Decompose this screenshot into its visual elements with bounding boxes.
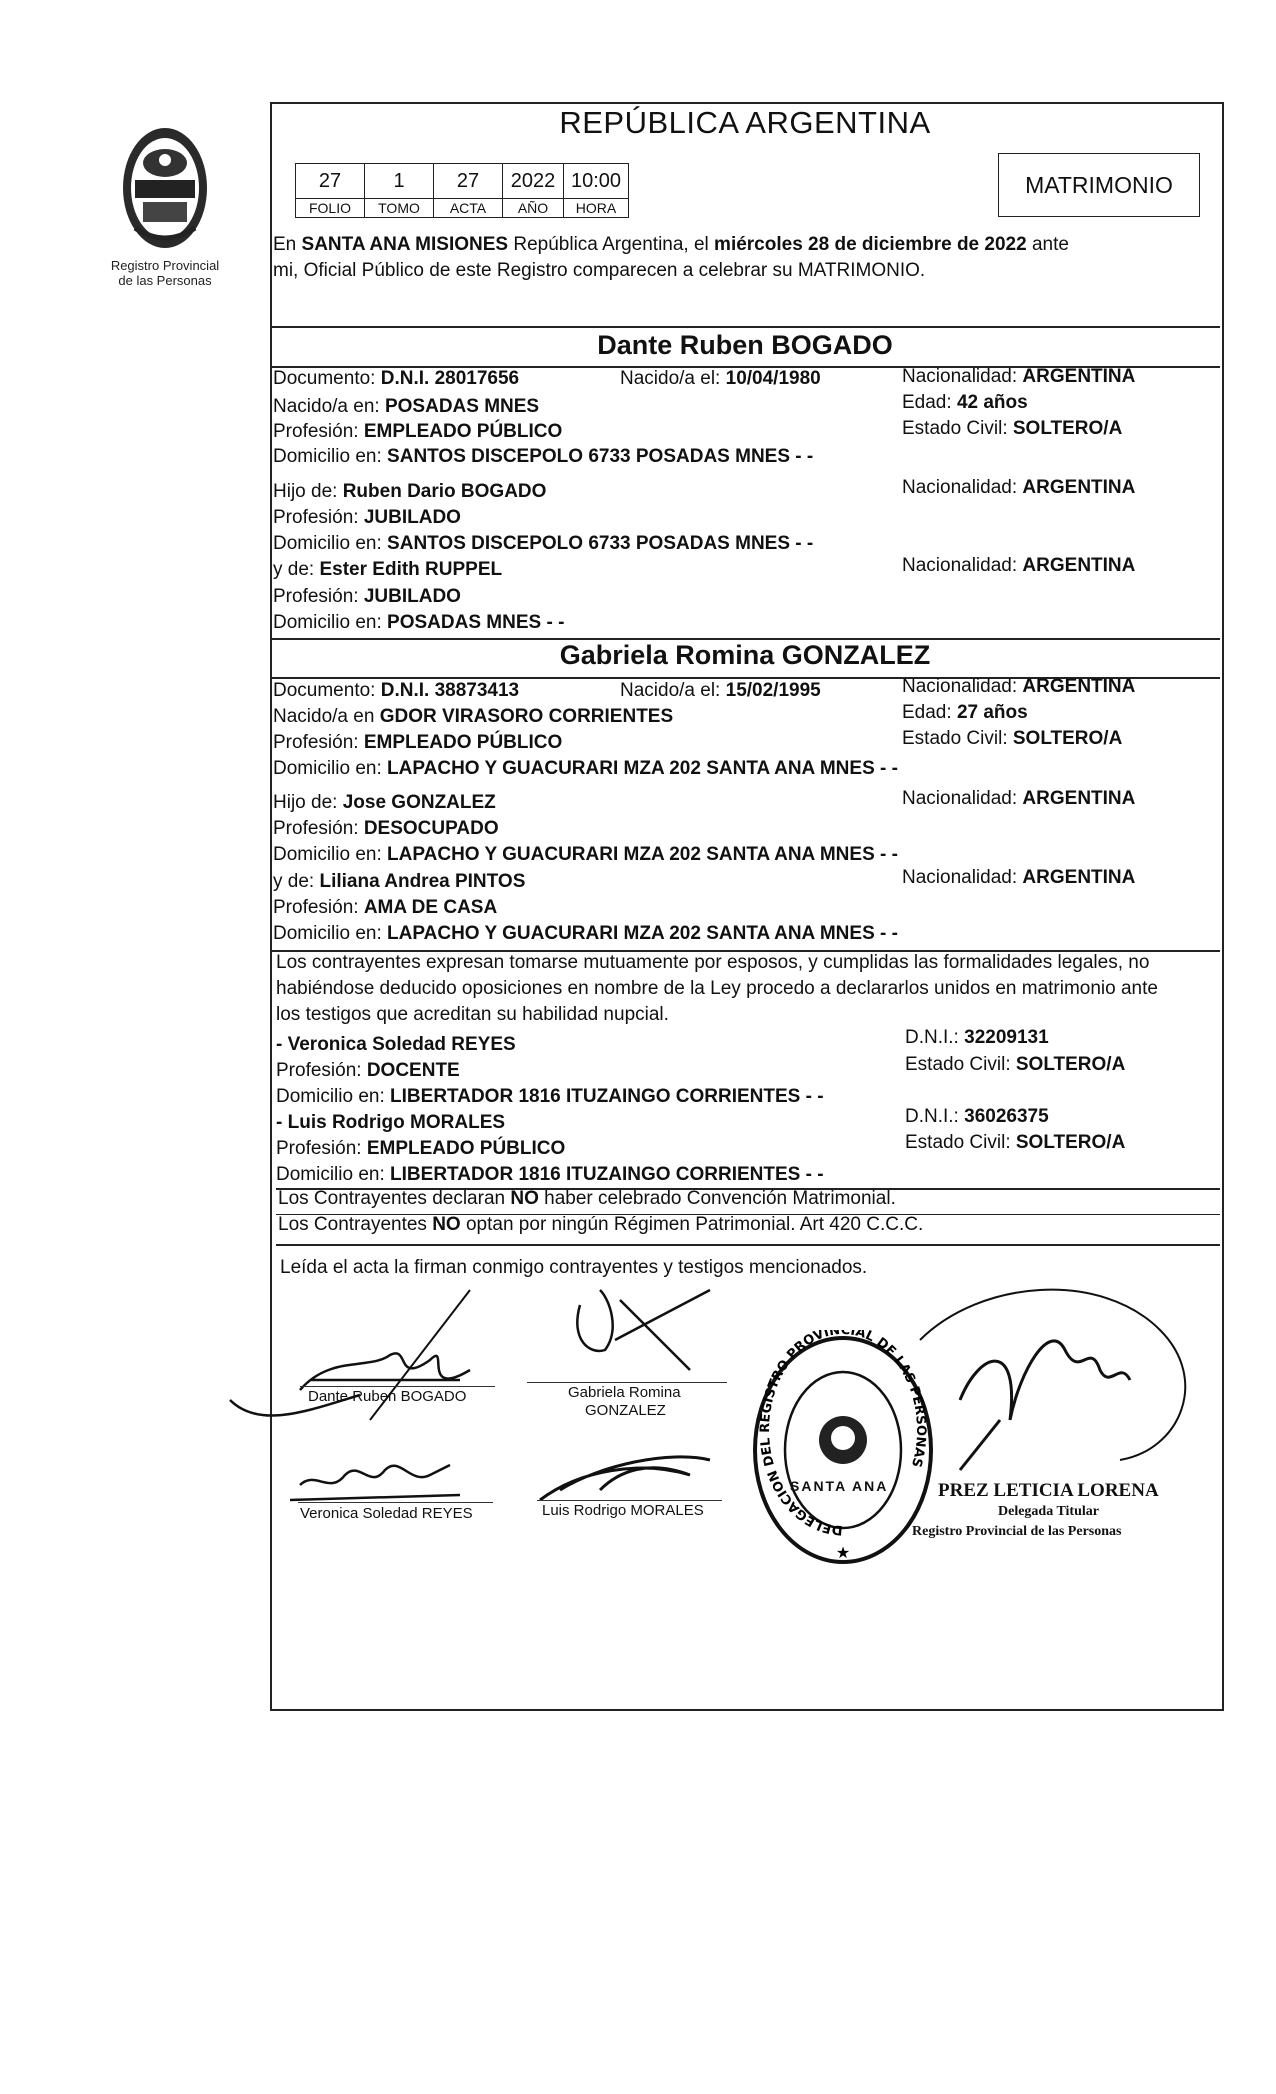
- divider: [272, 326, 1220, 328]
- signature-line-2: [527, 1382, 727, 1383]
- signature-line-1: [300, 1386, 495, 1387]
- witness1-dni: D.N.I.: 32209131: [905, 1027, 1049, 1048]
- party1-father-address: Domicilio en: SANTOS DISCEPOLO 6733 POSADAS MNES - -: [273, 533, 814, 554]
- hora-value: 10:00: [564, 164, 629, 199]
- party2-mother: y de: Liliana Andrea PINTOS: [273, 871, 526, 892]
- party1-civil-status: Estado Civil: SOLTERO/A: [902, 418, 1123, 439]
- tomo-value: 1: [365, 164, 434, 199]
- party1-father: Hijo de: Ruben Dario BOGADO: [273, 481, 547, 502]
- seal-icon: [748, 1330, 938, 1570]
- witness1-civil-status: Estado Civil: SOLTERO/A: [905, 1054, 1126, 1075]
- party1-mother-nationality: Nacionalidad: ARGENTINA: [902, 555, 1136, 576]
- intro-line-2: mi, Oficial Público de este Registro comparecen a celebrar su MATRIMONIO.: [273, 260, 926, 281]
- signature-loop: [920, 1290, 1185, 1460]
- signature-label-1: Dante Ruben BOGADO: [308, 1388, 467, 1405]
- party2-address: Domicilio en: LAPACHO Y GUACURARI MZA 202 SANTA ANA MNES - -: [273, 758, 898, 779]
- party2-birthplace: Nacido/a en GDOR VIRASORO CORRIENTES: [273, 706, 674, 727]
- party2-profession: Profesión: EMPLEADO PÚBLICO: [273, 732, 563, 753]
- party1-father-profession: Profesión: JUBILADO: [273, 507, 461, 528]
- declaration-line-2: habiéndose deducido oposiciones en nombre de la Ley procedo a declararlos unidos en matrimonio ante: [276, 978, 1158, 999]
- page-title: REPÚBLICA ARGENTINA: [559, 105, 931, 140]
- divider: [276, 1244, 1220, 1246]
- signature-scribble-3: [290, 1465, 460, 1500]
- party2-age: Edad: 27 años: [902, 702, 1028, 723]
- acta-value: 27: [434, 164, 503, 199]
- party2-father-nationality: Nacionalidad: ARGENTINA: [902, 788, 1136, 809]
- party1-birthplace: Nacido/a en: POSADAS MNES: [273, 396, 540, 417]
- signature-label-4: Luis Rodrigo MORALES: [542, 1502, 704, 1519]
- witness2-dni: D.N.I.: 36026375: [905, 1106, 1049, 1127]
- party2-nationality: Nacionalidad: ARGENTINA: [902, 676, 1136, 697]
- act-type-box: MATRIMONIO: [998, 153, 1200, 217]
- witness1-address: Domicilio en: LIBERTADOR 1816 ITUZAINGO CORRIENTES - -: [276, 1086, 824, 1107]
- party1-document: Documento: D.N.I. 28017656: [273, 368, 520, 389]
- party2-mother-address: Domicilio en: LAPACHO Y GUACURARI MZA 202 SANTA ANA MNES - -: [273, 923, 898, 944]
- signature-label-2a: Gabriela Romina: [568, 1384, 681, 1401]
- signature-scribble-4: [540, 1457, 710, 1500]
- closing-text: Leída el acta la firman conmigo contrayentes y testigos mencionados.: [280, 1257, 868, 1278]
- signature-line-4: [537, 1500, 722, 1501]
- convention-line-2: Los Contrayentes NO optan por ningún Régimen Patrimonial. Art 420 C.C.C.: [278, 1214, 924, 1235]
- witness2-address: Domicilio en: LIBERTADOR 1816 ITUZAINGO CORRIENTES - -: [276, 1164, 824, 1185]
- witness2-civil-status: Estado Civil: SOLTERO/A: [905, 1132, 1126, 1153]
- folio-label: FOLIO: [296, 199, 365, 218]
- anio-label: AÑO: [503, 199, 564, 218]
- acta-label: ACTA: [434, 199, 503, 218]
- party2-father: Hijo de: Jose GONZALEZ: [273, 792, 496, 813]
- witness2-name: - Luis Rodrigo MORALES: [276, 1112, 506, 1133]
- party2-name: Gabriela Romina GONZALEZ: [559, 640, 931, 670]
- signatures-area: [220, 1260, 1220, 1590]
- seal-center-text: SANTA ANA: [790, 1478, 889, 1494]
- party2-father-profession: Profesión: DESOCUPADO: [273, 818, 499, 839]
- party1-mother-address: Domicilio en: POSADAS MNES - -: [273, 612, 565, 633]
- logo-text-line1: Registro Provincial: [110, 258, 220, 273]
- registry-seal: [748, 1330, 938, 1570]
- party2-father-address: Domicilio en: LAPACHO Y GUACURARI MZA 202 SANTA ANA MNES - -: [273, 844, 898, 865]
- official-role: Delegada Titular: [998, 1504, 1099, 1519]
- signature-label-2b: GONZALEZ: [585, 1402, 666, 1419]
- declaration-line-3: los testigos que acreditan su habilidad nupcial.: [276, 1004, 669, 1025]
- signature-scribble-2: [577, 1290, 710, 1370]
- convention-line-1: Los Contrayentes declaran NO haber celebrado Convención Matrimonial.: [278, 1188, 896, 1209]
- party2-document: Documento: D.N.I. 38873413: [273, 680, 520, 701]
- province-crest-icon: [115, 118, 215, 258]
- party1-nationality: Nacionalidad: ARGENTINA: [902, 366, 1136, 387]
- signature-label-3: Veronica Soledad REYES: [300, 1505, 473, 1522]
- seal-ring-label: DELEGACION DEL REGISTRO PROVINCIAL DE LAS PERSONAS: [757, 1330, 929, 1538]
- party1-age: Edad: 42 años: [902, 392, 1028, 413]
- party1-name: Dante Ruben BOGADO: [597, 330, 893, 360]
- hora-label: HORA: [564, 199, 629, 218]
- intro-line-1: En SANTA ANA MISIONES República Argentina, el miércoles 28 de diciembre de 2022 ante: [273, 234, 1069, 255]
- witness2-profession: Profesión: EMPLEADO PÚBLICO: [276, 1138, 566, 1159]
- official-org: Registro Provincial de las Personas: [912, 1524, 1122, 1539]
- signature-scribble-official: [960, 1341, 1130, 1470]
- folio-table: [295, 163, 629, 218]
- tomo-label: TOMO: [365, 199, 434, 218]
- party1-birthdate: Nacido/a el: 10/04/1980: [620, 368, 821, 389]
- witness1-profession: Profesión: DOCENTE: [276, 1060, 460, 1081]
- signature-line-3: [298, 1502, 493, 1503]
- party1-address: Domicilio en: SANTOS DISCEPOLO 6733 POSADAS MNES - -: [273, 446, 814, 467]
- party2-civil-status: Estado Civil: SOLTERO/A: [902, 728, 1123, 749]
- party2-birthdate: Nacido/a el: 15/02/1995: [620, 680, 821, 701]
- folio-value: 27: [296, 164, 365, 199]
- party1-mother-profession: Profesión: JUBILADO: [273, 586, 461, 607]
- svg-text:★: ★: [835, 1543, 851, 1562]
- party2-mother-nationality: Nacionalidad: ARGENTINA: [902, 867, 1136, 888]
- anio-value: 2022: [503, 164, 564, 199]
- party1-father-nationality: Nacionalidad: ARGENTINA: [902, 477, 1136, 498]
- registry-logo: [90, 118, 240, 288]
- signature-scribble-1: [230, 1353, 470, 1415]
- witness1-name: - Veronica Soledad REYES: [276, 1034, 516, 1055]
- declaration-line-1: Los contrayentes expresan tomarse mutuamente por esposos, y cumplidas las formalidades legales, no: [276, 952, 1150, 973]
- logo-text-line2: de las Personas: [118, 273, 212, 288]
- party1-profession: Profesión: EMPLEADO PÚBLICO: [273, 421, 563, 442]
- party1-mother: y de: Ester Edith RUPPEL: [273, 559, 503, 580]
- party2-mother-profession: Profesión: AMA DE CASA: [273, 897, 498, 918]
- official-name: PREZ LETICIA LORENA: [938, 1480, 1159, 1501]
